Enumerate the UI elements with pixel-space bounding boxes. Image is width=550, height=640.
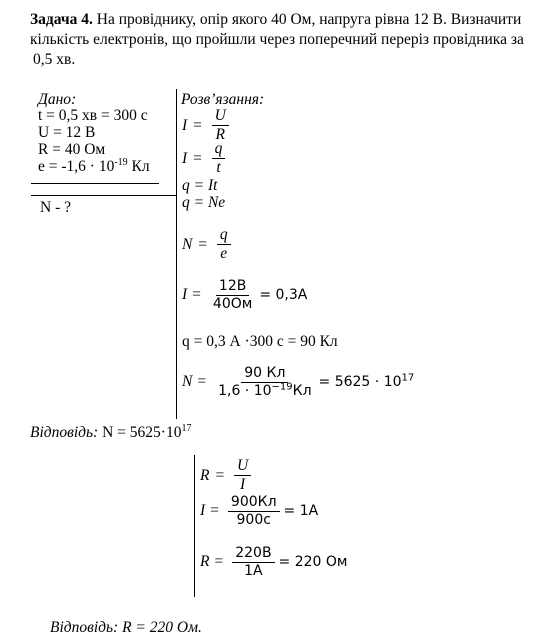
answer-2-text: R = 220 Ом. [122,619,202,636]
calc-charge: q = 0,3 А ·300 с = 90 Кл [182,333,338,350]
formula-q-ne: q = Ne [182,194,226,211]
formula-r-ui: R = $\frac{U}{I}$ [200,458,255,494]
problem-text-1: На провіднику, опір якого 40 Ом, напруга рівна 12 В. Визначити [96,11,522,28]
calc-second-current: I = $\frac{900Кл}{900с}$ = 1А [200,494,319,528]
answer-2-label: Відповідь: [50,619,119,636]
problem-label: Задача 4. [30,11,93,28]
calc-resistance: R = $\frac{220В}{1А}$ = 220 Ом [200,545,348,579]
second-separator [194,455,195,597]
formula-q-it: q = It [182,177,218,194]
given-heading: Дано: [38,91,77,108]
given-divider-long [31,195,176,196]
answer-1-label: Відповідь: [30,424,99,441]
given-divider-short [31,183,159,184]
formula-n-qe: N = $\frac{q}{e}$ [182,227,235,263]
given-item-u: U = 12 В [38,124,96,141]
problem-line-2: кількість електронів, що пройшли через поперечний переріз провідника за [30,31,524,48]
given-item-t: t = 0,5 хв = 300 с [38,107,148,124]
formula-i-ur: I = $\frac{U}{R}$ [182,108,233,144]
formula-i-qt: I = $\frac{q}{t}$ [182,141,229,177]
given-find: N - ? [40,199,71,216]
calc-electrons: N = $\frac{90 Кл}{1,6 \cdot 10^{-19}Кл}$ = $5625 \cdot 10^{17}$ [182,365,415,399]
given-e-exponent: -19 [114,156,128,168]
calc-current: I = $\frac{12В}{40Ом}$ = 0,3А [182,278,308,312]
solution-separator [176,89,177,419]
problem-line-3: 0,5 хв. [33,51,76,68]
answer-2 [50,619,202,637]
given-item-r: R = 40 Ом [38,141,106,158]
answer-1 [30,424,191,442]
solution-heading: Розв’язання: [181,91,265,108]
problem-line-1 [30,11,521,29]
answer-1-text: N = 5625·10 [98,424,182,441]
given-item-e: $e = -1,6 \cdot 10^{-19}$ Кл [38,156,150,175]
answer-1-exponent: 17 [181,422,192,434]
